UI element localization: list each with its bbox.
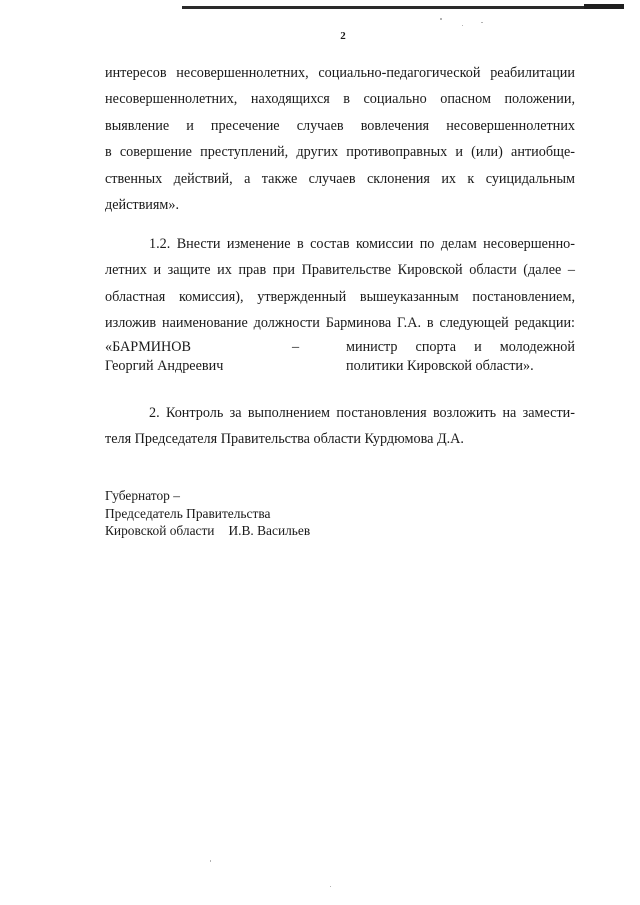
signatory-title: Губернатор – — [105, 488, 180, 503]
text-line: областная комиссия), утвержденный вышеуказанным постановлением, — [105, 288, 575, 305]
text-line: в совершение преступлений, других противоправных и (или) антиобще- — [105, 144, 575, 161]
paragraph-item-2 — [105, 400, 575, 453]
signatory-region-and-name — [105, 522, 310, 540]
text-line: изложив наименование должности Барминова Г.А. в следующей редакции: — [105, 315, 575, 332]
text-line: теля Председателя Правительства области Курдюмова Д.А. — [105, 431, 464, 448]
scan-speck — [481, 22, 483, 23]
signatory-title: Председатель Правительства — [105, 505, 271, 521]
official-entry — [105, 338, 575, 380]
text-line: ственных действий, а также случаев склонения их к суицидальным — [105, 170, 575, 187]
text-line: выявление и пресечение случаев вовлечения несовершеннолетних — [105, 117, 575, 134]
text-line: интересов несовершеннолетних, социально-педагогической реабилитации — [105, 65, 575, 81]
text-line: 1.2. Внести изменение в состав комиссии по делам несовершенно- — [149, 236, 575, 252]
scan-speck — [462, 25, 463, 26]
text-line: летних и защите их прав при Правительстве Кировской области (далее – — [105, 262, 575, 279]
paragraph-continuation — [105, 60, 575, 218]
text-line: несовершеннолетних, находящихся в социально опасном положении, — [105, 91, 575, 108]
scan-artifact-top-line — [182, 6, 622, 9]
scan-artifact-top-line-tail — [584, 4, 624, 9]
text-line: 2. Контроль за выполнением постановления возложить на замести- — [149, 405, 575, 421]
official-given-names: Георгий Андреевич — [105, 358, 224, 374]
scan-speck — [440, 18, 442, 20]
text-line: действиям». — [105, 197, 180, 214]
official-dash: – — [292, 339, 300, 355]
signatory-region: Кировской области — [105, 523, 215, 539]
signature-block — [105, 487, 310, 540]
official-surname: «БАРМИНОВ — [105, 339, 192, 355]
page-number: 2 — [340, 30, 346, 42]
paragraph-item-1-2 — [105, 231, 575, 337]
scan-speck — [330, 886, 331, 887]
position-line: министр спорта и молодежной — [346, 339, 575, 355]
official-position — [346, 338, 575, 376]
scan-speck — [210, 860, 211, 862]
position-line: политики Кировской области». — [346, 358, 534, 374]
signatory-name: И.В. Васильев — [228, 523, 311, 539]
official-name — [105, 338, 223, 376]
